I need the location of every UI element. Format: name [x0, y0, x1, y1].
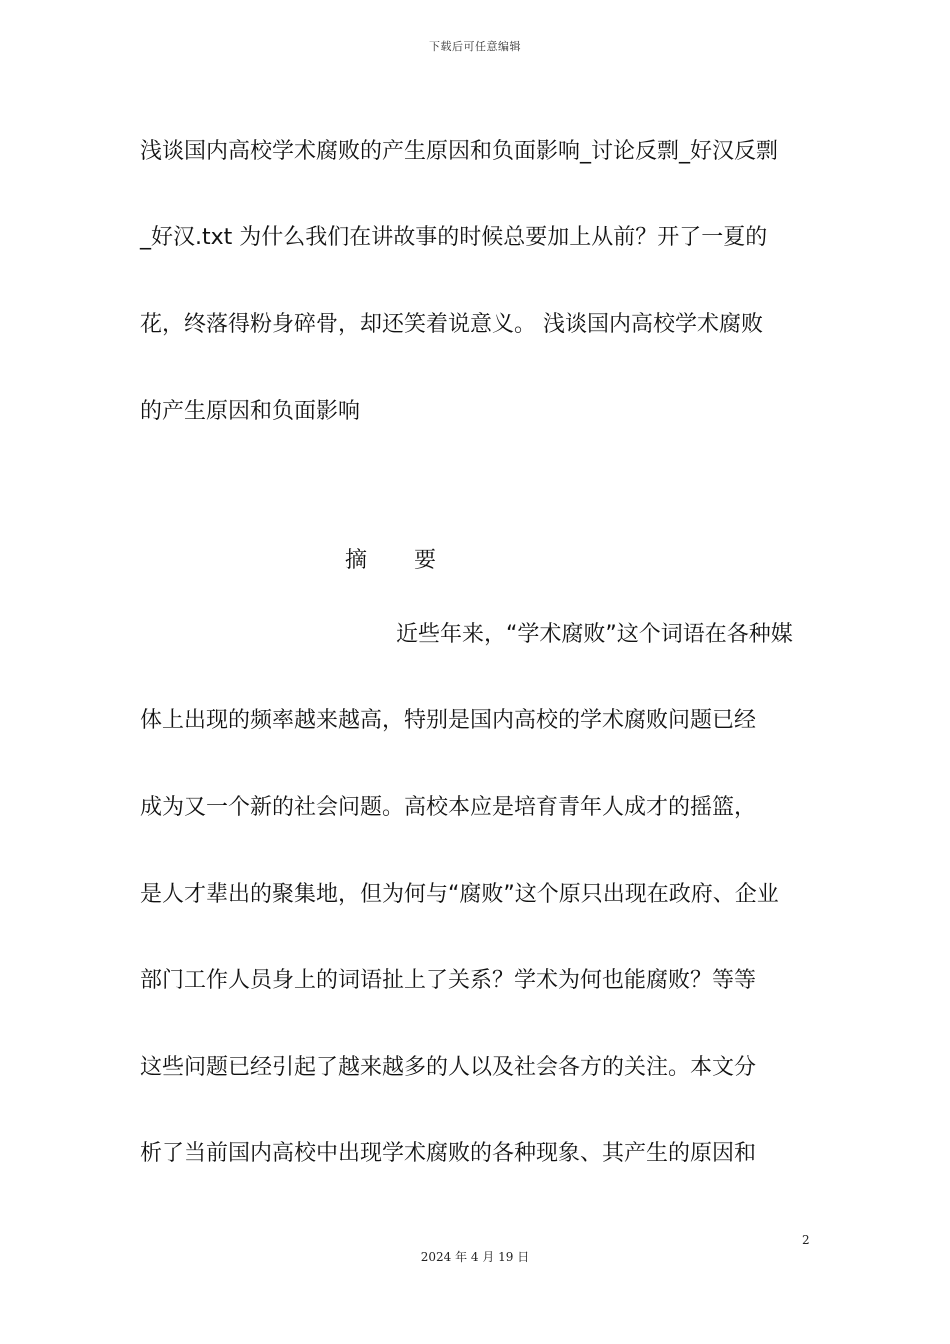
abstract-line: 是人才辈出的聚集地，但为何与“腐败”这个原只出现在政府、企业 [140, 882, 779, 907]
footer-date: 2024 年 4 月 19 日 [420, 1250, 530, 1264]
abstract-line: 近些年来，“学术腐败”这个词语在各种媒 [396, 622, 793, 647]
abstract-line: 部门工作人员身上的词语扯上了关系？学术为何也能腐败？等等 [140, 968, 757, 993]
title-line: 花，终落得粉身碎骨，却还笑着说意义。 浅谈国内高校学术腐败 [140, 312, 763, 337]
title-line: _好汉.txt 为什么我们在讲故事的时候总要加上从前？开了一夏的 [140, 225, 768, 250]
title-line: 的产生原因和负面影响 [140, 399, 361, 424]
abstract-line: 成为又一个新的社会问题。高校本应是培育青年人成才的摇篮， [140, 795, 757, 820]
title-line: 浅谈国内高校学术腐败的产生原因和负面影响_讨论反剽_好汉反剽 [140, 139, 779, 164]
abstract-line: 体上出现的频率越来越高，特别是国内高校的学术腐败问题已经 [140, 708, 757, 733]
abstract-line: 析了当前国内高校中出现学术腐败的各种现象、其产生的原因和 [140, 1141, 757, 1166]
abstract-line: 这些问题已经引起了越来越多的人以及社会各方的关注。本文分 [140, 1055, 757, 1080]
page-number: 2 [802, 1233, 810, 1247]
header-note: 下载后可任意编辑 [429, 40, 521, 53]
abstract-heading: 摘 要 [345, 548, 456, 573]
